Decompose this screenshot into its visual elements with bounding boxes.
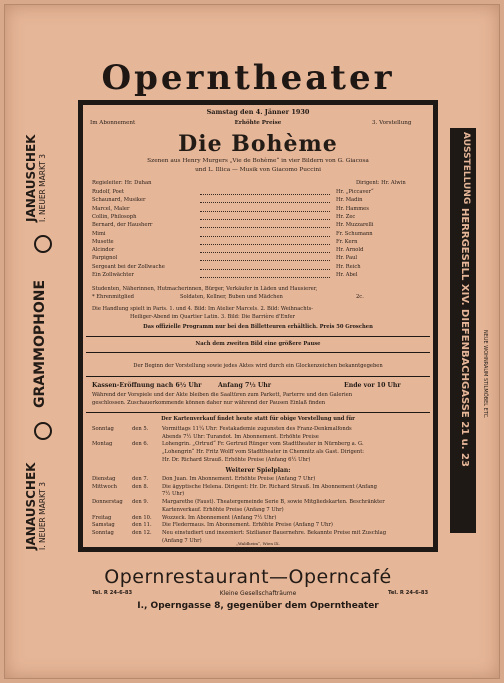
leader-dots <box>200 227 330 228</box>
cast-role: Parpignol <box>92 255 118 262</box>
sales-notice: Der Kartenverkauf findet heute statt für obige Vorstellung und für <box>161 416 355 422</box>
restaurant-name: Opernrestaurant—Operncafé <box>104 566 392 588</box>
cast-singer: Hr. „Piccaver“ <box>336 189 374 195</box>
cast-singer: Hr. Paul <box>336 255 358 262</box>
ad-address-bottom: I. NEUER MARKT 3 <box>38 481 47 550</box>
leader-dots <box>200 211 330 212</box>
cast-role: Mimi <box>92 230 106 237</box>
chorus-line-1: Studenten, Näherinnen, Hutmacherinnen, Bürger, Verkäufer in Läden und Hausierer, <box>92 286 318 292</box>
subtitle-line-1: Szenen aus Henry Murgers „Vie de Bohème“ in vier Bildern von G. Giacosa <box>147 158 369 164</box>
gramophone-logo-icon <box>34 235 52 253</box>
chorus-end: 2c. <box>356 294 364 300</box>
ad-exhibition: AUSSTELLUNG <box>461 132 471 205</box>
cast-role: Rudolf, Poet <box>92 189 124 195</box>
performance-number: 3. Vorstellung <box>372 120 412 126</box>
seating-note-1: Während der Vorspiele und der Akte bleiben die Saaltüren zum Parkett, Parterre und den Galerien <box>92 392 353 398</box>
subtitle-line-2: und L. Illica — Musik von Giacomo Puccini <box>195 167 321 173</box>
schedule-day: Montag <box>92 441 113 448</box>
schedule-day: Donnerstag <box>92 499 123 506</box>
schedule-text: Die ägyptische Helena. Dirigent: Hr. Dr. Richard Strauß. Im Abonnement (Anfang <box>162 483 377 490</box>
ad-address-top: I. NEUER MARKT 3 <box>38 153 47 222</box>
schedule-text: Lohengrin. „Ortrud“ Fr. Gertrud Rünger vom Stadttheater in Nürnberg a. G. <box>162 441 364 448</box>
printer-credit: „Waldheim“, Wien IX. <box>236 541 280 546</box>
leader-dots <box>200 202 330 203</box>
schedule-date: den 6. <box>132 441 149 448</box>
leader-dots <box>200 252 330 253</box>
schedule-date: den 9. <box>132 499 149 506</box>
cast-singer: Hr. Zec <box>336 213 356 220</box>
chorus-note: * Ehrenmitglied <box>92 294 134 300</box>
opera-title: Die Bohème <box>178 131 338 157</box>
seating-note-2: geschlossen. Zuschauerkommende können daher nur während der Pausen Einlaß finden <box>92 400 326 406</box>
cast-role: Ein Zollwächter <box>92 272 134 278</box>
schedule-day: Mittwoch <box>92 483 117 490</box>
cast-singer: Fr. Schumann <box>336 230 373 237</box>
end-time: Ende vor 10 Uhr <box>344 382 401 389</box>
schedule-day: Sonntag <box>92 529 114 536</box>
cast-singer: Hr. Reich <box>336 263 361 270</box>
schedule-day: Dienstag <box>92 476 116 482</box>
cast-role: Alcindor <box>92 247 115 254</box>
leader-dots <box>200 277 330 278</box>
schedule-text: Margarethe (Faust). Theatergemeinde Serie B, sowie Mitgliedskarten. Beschränkter <box>162 499 385 506</box>
further-schedule-title: Weiterer Spielplan: <box>225 467 291 474</box>
program-notice: Das offizielle Programm nur bei den Billetteuren erhältlich. Preis 50 Groschen <box>143 324 373 330</box>
plot-line-1: Die Handlung spielt in Paris. 1. und 4. Bild: Im Atelier Marcels. 2. Bild: Weihnachts- <box>92 306 314 312</box>
leader-dots <box>200 194 330 195</box>
ad-herrgesell: HERRGESELL XIV. DIEFENBACHGASSE 21 u. 23 <box>459 208 470 467</box>
schedule-day: Samstag <box>92 522 115 529</box>
conductor: Dirigent: Hr. Alwin <box>356 180 406 186</box>
gramophone-logo-icon <box>34 422 52 440</box>
director: Regieleiter: Hr. Duhan <box>92 180 152 186</box>
schedule-text: Hr. Dr. Richard Strauß. Erhöhte Preise (Anfang 6½ Uhr) <box>162 456 311 463</box>
leader-dots <box>200 219 330 220</box>
schedule-text: Die Fledermaus. Im Abonnement. Erhöhte Preise (Anfang 7 Uhr) <box>162 522 333 529</box>
schedule-day: Sonntag <box>92 426 114 432</box>
cast-role: Schaunard, Musiker <box>92 197 146 204</box>
cast-role: Musette <box>92 238 114 245</box>
tel-right: Tel. R 24-6-83 <box>388 590 429 596</box>
ad-brand-top: JANAUSCHEK <box>24 134 38 222</box>
tel-left: Tel. R 24-6-83 <box>92 590 133 596</box>
leader-dots <box>200 236 330 237</box>
schedule-date: den 10. <box>132 514 152 521</box>
schedule-date: den 8. <box>132 483 149 490</box>
page-title: Opernthea​ter <box>101 58 395 98</box>
leader-dots <box>200 244 330 245</box>
abonnement-label: Im Abonnement <box>90 120 136 126</box>
herrgesell-ad <box>450 128 476 533</box>
divider <box>86 336 430 337</box>
divider <box>86 376 430 377</box>
box-office-time: Kassen-Eröffnung nach 6½ Uhr <box>92 382 202 389</box>
cast-role: Marcel, Maler <box>92 205 130 212</box>
schedule-text: Neu einstudiert und inszeniert: Sizilianer Bauernehre. Bekannte Preise mit Zuschlag <box>162 529 387 536</box>
start-time: Anfang 7½ Uhr <box>218 382 272 389</box>
ad-product: GRAMMOPHONE <box>32 279 48 408</box>
schedule-text: Kartenverkauf. Erhöhte Preise (Anfang 7 Uhr) <box>162 506 284 513</box>
cast-role: Sergeant bei der Zollwache <box>92 263 165 270</box>
chorus-line-2: Soldaten, Kellner, Buben und Mädchen <box>180 294 283 300</box>
cast-singer: Hr. Madin <box>336 197 363 204</box>
date-line: Samstag den 4. Jänner 1930 <box>206 108 310 116</box>
janauschek-ad <box>22 130 72 550</box>
schedule-date: den 11. <box>132 522 152 529</box>
small-rooms: Kleine Gesellschafträume <box>219 590 297 597</box>
divider <box>86 412 430 413</box>
pause-notice: Nach dem zweiten Bild eine größere Pause <box>195 341 321 347</box>
schedule-text: 7½ Uhr) <box>162 491 185 498</box>
cast-singer: Fr. Kern <box>336 238 358 245</box>
leader-dots <box>200 269 330 270</box>
schedule-date: den 5. <box>132 426 149 432</box>
ad-brand-bottom: JANAUSCHEK <box>24 462 38 550</box>
cast-singer: Hr. Arnold <box>336 247 364 254</box>
cast-singer: Hr. Hammes <box>336 205 369 212</box>
schedule-day: Freitag <box>92 514 112 521</box>
cast-role: Bernard, der Hausherr <box>92 222 153 229</box>
ad-furniture: NEUE WOHNRAUM STILMÖBEL ETC. <box>482 330 488 419</box>
bell-notice: Der Beginn der Vorstellung sowie jedes Aktes wird durch ein Glockenzeichen bekanntgegeben <box>133 363 383 369</box>
schedule-date: den 12. <box>132 529 152 536</box>
cast-role: Collin, Philosoph <box>92 213 137 220</box>
divider <box>86 352 430 353</box>
restaurant-address: I., Operngasse 8, gegenüber dem Operntheater <box>137 601 379 611</box>
leader-dots <box>200 260 330 261</box>
schedule-text: Abends 7½ Uhr: Turandot. Im Abonnement. Erhöhte Preise <box>162 433 319 440</box>
schedule-date: den 7. <box>132 476 149 482</box>
prices-label: Erhöhte Preise <box>234 120 282 126</box>
cast-singer: Hr. Muzzarelli <box>336 222 374 229</box>
schedule-text: „Lohengrin“ Hr. Fritz Wolff vom Stadttheater in Chemnitz als Gast. Dirigent: <box>162 449 365 456</box>
cast-singer: Hr. Abel <box>336 272 358 278</box>
schedule-text: Vormittags 11¼ Uhr: Festakademie zugunsten des Franz-Denkmalfonds <box>162 426 352 432</box>
plot-line-2: Heiliger-Abend im Quartier Latin. 3. Bild: Die Barrière d'Enfer <box>130 314 296 320</box>
schedule-text: Wozzeck. Im Abonnement (Anfang 7½ Uhr) <box>162 514 277 521</box>
schedule-text: Don Juan. Im Abonnement. Erhöhte Preise (Anfang 7 Uhr) <box>162 476 316 482</box>
schedule-text: (Anfang 7 Uhr) <box>162 537 202 544</box>
